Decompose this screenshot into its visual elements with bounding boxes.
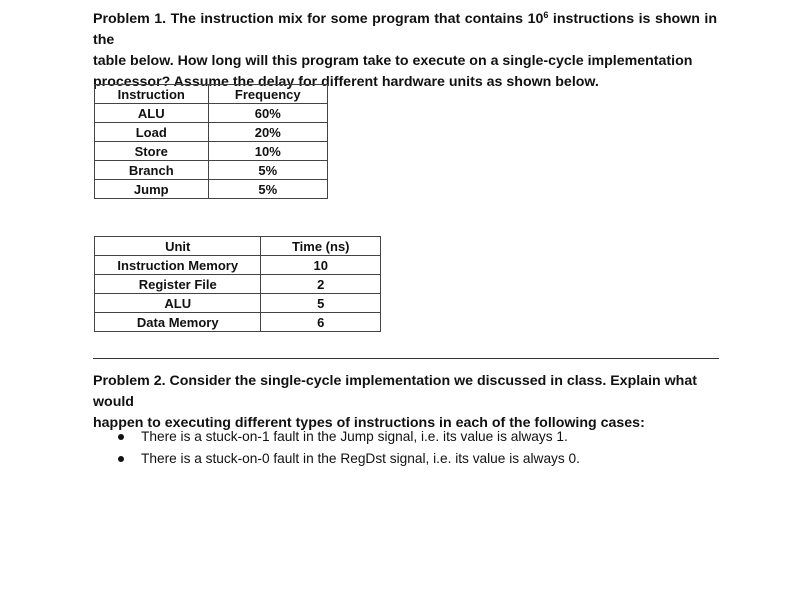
section-divider <box>93 358 719 359</box>
problem-2-line-2: happen to executing different types of instructions in each of the following cases: <box>93 415 645 431</box>
unit-cell: Instruction Memory <box>95 256 261 275</box>
table-row <box>95 294 381 313</box>
header-instruction: Instruction <box>95 85 209 104</box>
time-cell: 2 <box>261 275 381 294</box>
list-item <box>116 448 580 470</box>
frequency-cell: 20% <box>208 123 327 142</box>
frequency-cell: 60% <box>208 104 327 123</box>
bullet-text: There is a stuck-on-1 fault in the Jump signal, i.e. its value is always 1. <box>141 429 568 444</box>
frequency-cell: 10% <box>208 142 327 161</box>
table-row <box>95 142 328 161</box>
problem-1-line-3: processor? Assume the delay for different hardware units as shown below. <box>93 74 599 90</box>
problem-1-line-1-text: Problem 1. The instruction mix for some program that contains 10 <box>93 11 544 27</box>
bullet-list <box>116 426 580 470</box>
table-row <box>95 313 381 332</box>
table-row <box>95 256 381 275</box>
table-row <box>95 275 381 294</box>
table-row <box>95 180 328 199</box>
header-time: Time (ns) <box>261 237 381 256</box>
frequency-cell: 5% <box>208 180 327 199</box>
table-header-row <box>95 85 328 104</box>
unit-cell: Register File <box>95 275 261 294</box>
unit-delay-table <box>94 236 381 332</box>
problem-1-line-1-rest: instructions is shown in the <box>93 11 717 48</box>
exponent: 6 <box>543 10 549 20</box>
problem-2-text <box>93 371 719 434</box>
instruction-cell: ALU <box>95 104 209 123</box>
header-unit: Unit <box>95 237 261 256</box>
table-header-row <box>95 237 381 256</box>
frequency-cell: 5% <box>208 161 327 180</box>
bullet-text: There is a stuck-on-0 fault in the RegDst signal, i.e. its value is always 0. <box>141 451 580 466</box>
instruction-mix-table <box>94 84 328 199</box>
instruction-cell: Branch <box>95 161 209 180</box>
time-cell: 6 <box>261 313 381 332</box>
header-frequency: Frequency <box>208 85 327 104</box>
time-cell: 10 <box>261 256 381 275</box>
bullet-icon <box>118 434 124 440</box>
table-row <box>95 161 328 180</box>
problem-1-line-2: table below. How long will this program take to execute on a single-cycle implementation <box>93 53 693 69</box>
instruction-cell: Jump <box>95 180 209 199</box>
table-row <box>95 104 328 123</box>
problem-1-line-1 <box>93 9 717 51</box>
problem-1-text <box>93 9 717 93</box>
instruction-cell: Load <box>95 123 209 142</box>
list-item <box>116 426 580 448</box>
instruction-cell: Store <box>95 142 209 161</box>
bullet-icon <box>118 456 124 462</box>
unit-cell: Data Memory <box>95 313 261 332</box>
problem-2-line-1: Problem 2. Consider the single-cycle implementation we discussed in class. Explain what would <box>93 373 697 410</box>
unit-cell: ALU <box>95 294 261 313</box>
table-row <box>95 123 328 142</box>
time-cell: 5 <box>261 294 381 313</box>
